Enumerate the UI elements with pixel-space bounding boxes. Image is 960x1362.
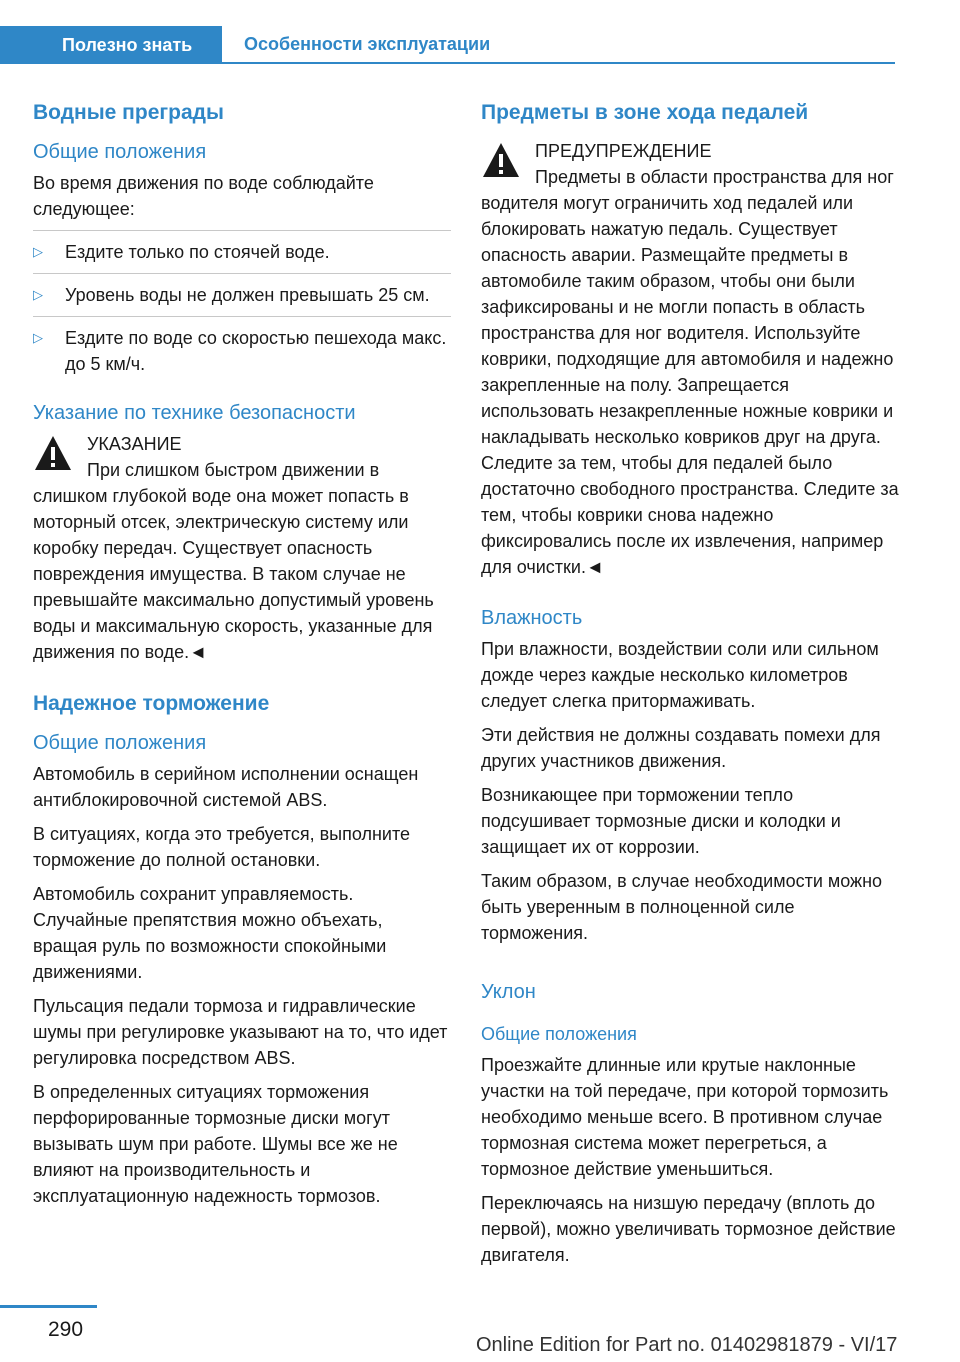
footer-divider [0,1305,97,1308]
tab-operation-features[interactable]: Особенности эксплуатации [244,33,491,54]
header-bar [0,26,895,64]
water-intro: Во время движения по воде соблюдайте следующее: [33,173,374,219]
braking-section-title: Надежное торможение [33,692,270,715]
paragraph: Автомобиль в серийном исполнении оснащен антиблокировочной системой ABS. [33,764,419,810]
triangle-bullet-icon: ▷ [33,330,43,345]
paragraph: Проезжайте длинные или крутые наклонные участки на той передаче, при которой тормозить необходимо меньше всего. В противном случае тормозная система может перегреться, а тормозное действие уменьшиться. [481,1055,889,1179]
edition-text: Online Edition for Part no. 01402981879 - VI/17 [476,1334,898,1356]
water-general-heading: Общие положения [33,141,207,163]
slope-general-heading: Общие положения [481,1024,637,1044]
paragraph: В определенных ситуациях торможения перфорированные тормозные диски могут вызывать шум при работе. Шумы все же не влияют на производительность и эксплуатационную надежность тормозов. [33,1082,398,1206]
warning-triangle-icon [33,433,73,473]
water-bullet-list [33,230,451,385]
braking-general-heading: Общие положения [33,732,207,754]
pedal-section-title: Предметы в зоне хода педалей [481,101,809,124]
paragraph: Возникающее при торможении тепло подсушивает тормозные диски и колодки и защищает их от коррозии. [481,785,841,857]
humidity-heading: Влажность [481,607,583,629]
list-item: ▷ Уровень воды не должен превышать 25 см. [33,273,451,316]
header-divider [0,62,895,64]
list-item: ▷ Ездите по воде со скоростью пешехода макс. до 5 км/ч. [33,316,451,385]
triangle-bullet-icon: ▷ [33,244,43,259]
warning-triangle-icon [481,140,521,180]
water-section-title: Водные преграды [33,101,224,124]
safety-text: При слишком быстром движении в слишком глубокой воде она может попасть в моторный отсек, электрическую систему или коробку передач. Существует опасность повреждения имущества. В таком случае не превышайте максимально допустимый уровень воды и максимальную скорость, указанные для движения по воде.◄ [33,460,434,662]
pedal-warning-label: ПРЕДУПРЕЖДЕНИЕ [535,141,712,161]
list-item: ▷ Ездите только по стоячей воде. [33,230,451,273]
pedal-warning [481,138,899,580]
paragraph: Переключаясь на низшую передачу (вплоть до первой), можно увеличивать тормозное действие двигателя. [481,1193,896,1265]
right-column [481,98,899,1276]
safety-heading: Указание по технике безопасности [33,402,356,424]
triangle-bullet-icon: ▷ [33,287,43,302]
paragraph: Пульсация педали тормоза и гидравлические шумы при регулировке указывают на то, что идет регулировка посредством ABS. [33,996,448,1068]
left-column [33,98,451,1217]
tab-useful-info[interactable]: Полезно знать [0,26,222,64]
paragraph: При влажности, воздействии соли или сильном дожде через каждые несколько километров следует слегка притормаживать. [481,639,879,711]
page-number: 290 [48,1318,84,1341]
pedal-warning-text: Предметы в области пространства для ног водителя могут ограничить ход педалей или блокировать нажатую педаль. Существует опасность аварии. Размещайте предметы в автомобиле таким образом, чтобы они были зафиксированы и не могли попасть в область пространства для ног водителя. Используйте коврики, подходящие для автомобиля и надежно закрепленные на полу. Запрещается использовать незакрепленные ножные коврики и накладывать несколько ковриков друг на друга. Следите за тем, чтобы для педалей было достаточно свободного пространства. Следите за тем, чтобы коврики снова надежно фиксировались после их извлечения, например для очистки.◄ [481,167,899,577]
paragraph: В ситуациях, когда это требуется, выполните торможение до полной остановки. [33,824,411,870]
safety-label: УКАЗАНИЕ [87,434,182,454]
slope-heading: Уклон [481,981,536,1003]
paragraph: Таким образом, в случае необходимости можно быть уверенным в полноценной силе торможения. [481,871,883,943]
paragraph: Автомобиль сохранит управляемость. Случайные препятствия можно объехать, вращая руль по возможности спокойными движениями. [33,884,387,982]
safety-notice [33,431,451,665]
paragraph: Эти действия не должны создавать помехи для других участников движения. [481,725,881,771]
